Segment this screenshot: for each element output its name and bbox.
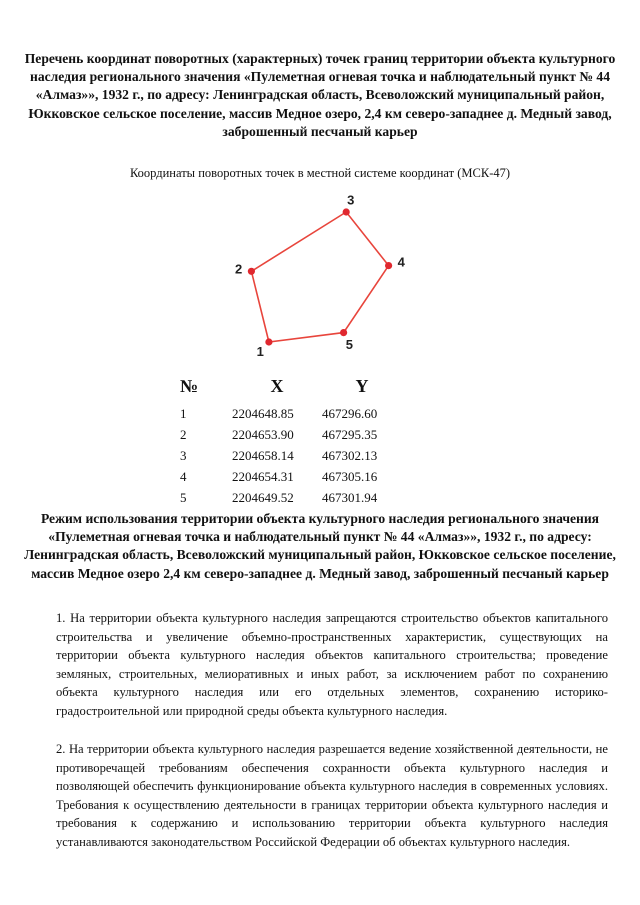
boundary-point-1: [265, 338, 272, 345]
boundary-point-label-3: 3: [347, 192, 355, 208]
table-row: [180, 403, 402, 424]
point-y: 467301.94: [322, 489, 378, 505]
boundary-point-label-5: 5: [345, 336, 354, 352]
point-x: 2204653.90: [232, 426, 294, 442]
point-number: 2: [180, 426, 187, 442]
boundary-point-label-4: 4: [397, 254, 405, 270]
table-row: [180, 466, 402, 487]
point-y: 467295.35: [322, 426, 378, 442]
point-number: 3: [180, 447, 187, 463]
regime-paragraph-2: 2. На территории объекта культурного наследия разрешается ведение хозяйственной деятельности, не противоречащей требованиям обеспечения сохранности объекта культурного наследия и позволяющей обеспечить функционирование объекта культурного наследия в современных условиях. Требования к осуществлению деятельности в границах территории объекта культурного наследия и требования к содержанию и использованию территории объекта культурного наследия устанавливаются законодательством Российской Федерации об объектах культурного наследия.: [56, 742, 608, 849]
header-y: Y: [355, 376, 369, 396]
point-y: 467302.13: [322, 447, 378, 463]
point-x: 2204658.14: [232, 447, 294, 463]
point-x: 2204654.31: [232, 468, 294, 484]
boundary-point-label-1: 1: [256, 344, 264, 360]
boundary-polygon: [251, 212, 388, 342]
regime-paragraph-1: 1. На территории объекта культурного наследия запрещаются строительство объектов капитального строительства и увеличение объемно-пространственных характеристик, существующих на территории объекта культурного наследия объектов капитального строительства; проведение земляных, строительных, мелиоративных и иных работ, за исключением работ по сохранению объекта культурного наследия или его отдельных элементов, сохранению историко-градостроительной или природной среды объекта культурного наследия.: [56, 611, 608, 718]
point-y: 467305.16: [322, 468, 378, 484]
point-number: 4: [180, 468, 187, 484]
table-row: [180, 445, 402, 466]
header-x: X: [270, 376, 284, 396]
boundary-point-2: [248, 268, 255, 275]
point-number: 1: [180, 405, 187, 421]
coordinates-table: [180, 376, 402, 508]
coordinate-system-caption: Координаты поворотных точек в местной системе координат (МСК-47): [129, 166, 511, 180]
point-x: 2204648.85: [232, 405, 294, 421]
boundary-point-label-2: 2: [234, 261, 243, 277]
table-row: [180, 424, 402, 445]
boundary-diagram: [230, 192, 410, 362]
point-number: 5: [180, 489, 187, 505]
table-header-row: [180, 376, 402, 403]
boundary-point-3: [343, 208, 350, 215]
table-row: [180, 487, 402, 508]
point-y: 467296.60: [322, 405, 378, 421]
header-number: №: [180, 376, 199, 396]
boundary-point-4: [385, 262, 392, 269]
boundary-point-5: [340, 329, 347, 336]
point-x: 2204649.52: [232, 489, 294, 505]
usage-regime-title: Режим использования территории объекта культурного наследия регионального значения «Пулеметная огневая точка и наблюдательный пункт № 44 «Алмаз»», 1932 г., по адресу: Ленинградская область, Всеволожский муниципальный район, Юкковское сельское поселение, массив Медное озеро 2,4 км северо-западнее д. Медный завод, заброшенный песчаный карьер: [24, 511, 616, 581]
coordinates-list-title: Перечень координат поворотных (характерных) точек границ территории объекта культурного наследия регионального значения «Пулеметная огневая точка и наблюдательный пункт № 44 «Алмаз»», 1932 г., по адресу: Ленинградская область, Всеволожский муниципальный район, Юкковское сельское поселение, массив Медное озеро, 2,4 км северо-западнее д. Медный завод, заброшенный песчаный карьер: [24, 51, 616, 139]
